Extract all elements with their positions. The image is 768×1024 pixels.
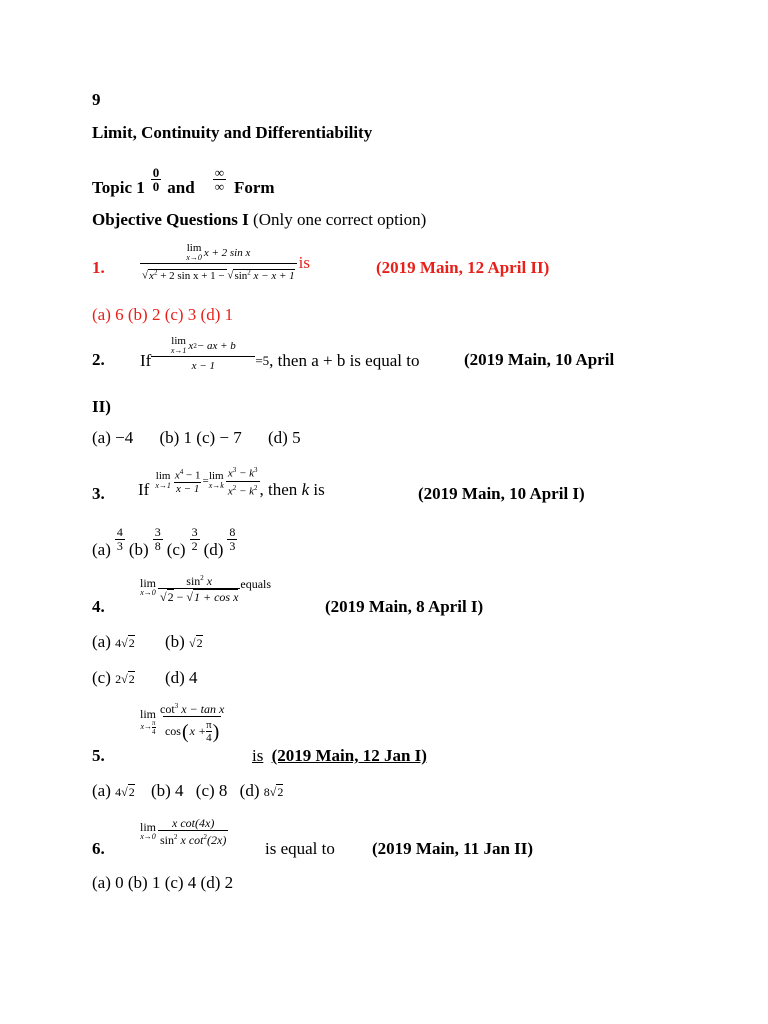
question-5-source-line <box>252 746 427 766</box>
question-2-options <box>92 428 301 448</box>
q2-option-d: (d) 5 <box>268 428 301 447</box>
question-2-source-cont: II) <box>92 397 111 416</box>
q5-option-b: (b) 4 <box>150 781 184 800</box>
q4-fraction: $\frac{\sin^2 x}{\text{√2 − √1 + cos x}}$ <box>160 574 239 604</box>
question-5-options <box>92 781 283 801</box>
q3-if: If <box>138 480 150 499</box>
q1-limit: lim x→0 <box>186 242 202 262</box>
q1-denominator: $√x^2 + 2$ $\sin x + 1 - √\sin^2$ x − x + 1 <box>140 263 297 283</box>
q3-limit-2: lim x→k <box>208 470 224 490</box>
q2-option-c: (c) − 7 <box>196 428 242 447</box>
q3-option-c-value: $\frac{3}{2}$ <box>191 524 198 553</box>
question-1-source: (2019 Main, 12 April II) <box>376 258 550 277</box>
form0-numerator: 0 <box>152 164 160 180</box>
question-4-number: 4. <box>92 597 105 616</box>
question-6-expression <box>140 817 228 847</box>
q1-fraction <box>140 243 297 283</box>
q5-tail: is <box>252 746 264 765</box>
topic-and: and <box>167 178 195 197</box>
q5-limit: lim x→ $\frac{\pi}{4}$ <box>140 706 157 736</box>
zero-over-zero-fraction <box>151 166 162 193</box>
section-heading-bold: Objective Questions I <box>92 210 249 229</box>
q1-tail: is <box>298 252 310 272</box>
q4-option-c-value: 2√2 <box>115 672 135 686</box>
question-1-number: 1. <box>92 258 105 277</box>
form0-denominator: 0 <box>152 178 160 194</box>
chapter-number: 9 <box>92 90 101 109</box>
question-3-number: 3. <box>92 484 105 503</box>
q4-option-a-value: 4√2 <box>115 636 135 650</box>
q5-option-a-value: 4√2 <box>115 785 135 799</box>
question-2-number: 2. <box>92 350 105 369</box>
question-6-source: (2019 Main, 11 Jan II) <box>372 839 534 858</box>
question-3-options <box>92 518 241 560</box>
q2-option-a: (a) −4 <box>92 428 134 447</box>
q3-option-b: (b) <box>128 540 149 559</box>
section-heading <box>92 210 426 230</box>
q4-option-c: (c) <box>92 668 111 687</box>
question-2-expression <box>140 336 419 373</box>
q1-numerator: x + 2 sin x <box>203 246 251 259</box>
q4-option-b: (b) <box>164 632 185 651</box>
q3-fraction-1: $\frac{x^4 - 1}{x - 1}$ <box>174 467 201 496</box>
topic-suffix: Form <box>233 178 275 197</box>
q3-option-c: (c) <box>166 540 186 559</box>
q2-limit: lim x→1 <box>170 335 187 355</box>
q4-limit: lim x→0 <box>140 576 157 597</box>
q3-limit-1: lim x→1 <box>155 470 171 490</box>
q2-equals: =5 <box>255 352 270 368</box>
q4-option-d: (d) 4 <box>164 668 198 687</box>
q5-option-a: (a) <box>92 781 111 800</box>
q2-if: If <box>140 350 152 370</box>
q4-option-b-value: √2 <box>189 636 203 650</box>
q3-fraction-2: $\frac{x^3 - k^3}{x^2 - k^2}$ <box>227 465 258 498</box>
forminf-numerator: ∞ <box>214 164 224 180</box>
question-2-source: (2019 Main, 10 April <box>464 350 615 369</box>
question-1-expression <box>140 243 310 283</box>
question-4-source: (2019 Main, 8 April I) <box>325 597 484 616</box>
q4-tail: equals <box>240 576 272 591</box>
q3-tail: , then k is <box>259 480 325 499</box>
question-3-source: (2019 Main, 10 April I) <box>418 484 585 503</box>
question-4-expression <box>140 572 271 604</box>
q3-option-a: (a) <box>92 540 111 559</box>
q2-fraction: lim x→1 x 2 − ax + b x − 1 <box>151 336 255 373</box>
question-5-number: 5. <box>92 746 105 765</box>
q5-option-d: (d) <box>239 781 260 800</box>
chapter-title: Limit, Continuity and Differentiability <box>92 123 373 142</box>
q2-denominator: x − 1 <box>151 356 255 373</box>
inf-over-inf-fraction <box>213 166 226 193</box>
q5-option-d-value: 8√2 <box>263 785 284 799</box>
topic-prefix: Topic 1 <box>92 178 145 197</box>
question-3-expression <box>138 462 325 500</box>
question-4-options-row1 <box>92 632 203 652</box>
q3-option-d: (d) <box>203 540 224 559</box>
q3-equals: = <box>202 475 209 487</box>
question-5-source: (2019 Main, 12 Jan I) <box>271 746 427 765</box>
question-6-number: 6. <box>92 839 105 858</box>
q3-option-b-value: $\frac{3}{8}$ <box>154 524 161 553</box>
question-1-options: (a) 6 (b) 2 (c) 3 (d) 1 <box>92 305 234 324</box>
q6-limit: lim x→0 <box>140 820 157 841</box>
q2-tail: , then a + b is equal to <box>269 350 420 370</box>
section-heading-note: (Only one correct option) <box>253 210 427 229</box>
q3-option-a-value: $\frac{4}{3}$ <box>116 524 123 553</box>
q4-option-a: (a) <box>92 632 111 651</box>
q6-fraction: $\frac{\text{x cot(4x)}}{\sin^2 x \cot^2(2x)}$ <box>160 816 227 847</box>
forminf-denominator: ∞ <box>214 178 224 194</box>
topic-heading <box>92 160 275 198</box>
q3-option-d-value: $\frac{8}{3}$ <box>229 524 236 553</box>
q5-fraction: $\cot^3 x - \tan x$ cos ( x + $\frac{\pi}{4}$ ) <box>160 702 225 744</box>
question-6-tail: is equal to <box>265 839 335 858</box>
q5-option-c: (c) 8 <box>195 781 228 800</box>
question-6-options: (a) 0 (b) 1 (c) 4 (d) 2 <box>92 873 234 892</box>
question-4-options-row2 <box>92 668 198 688</box>
q2-option-b: (b) 1 <box>159 428 193 447</box>
question-5-expression <box>140 700 226 744</box>
